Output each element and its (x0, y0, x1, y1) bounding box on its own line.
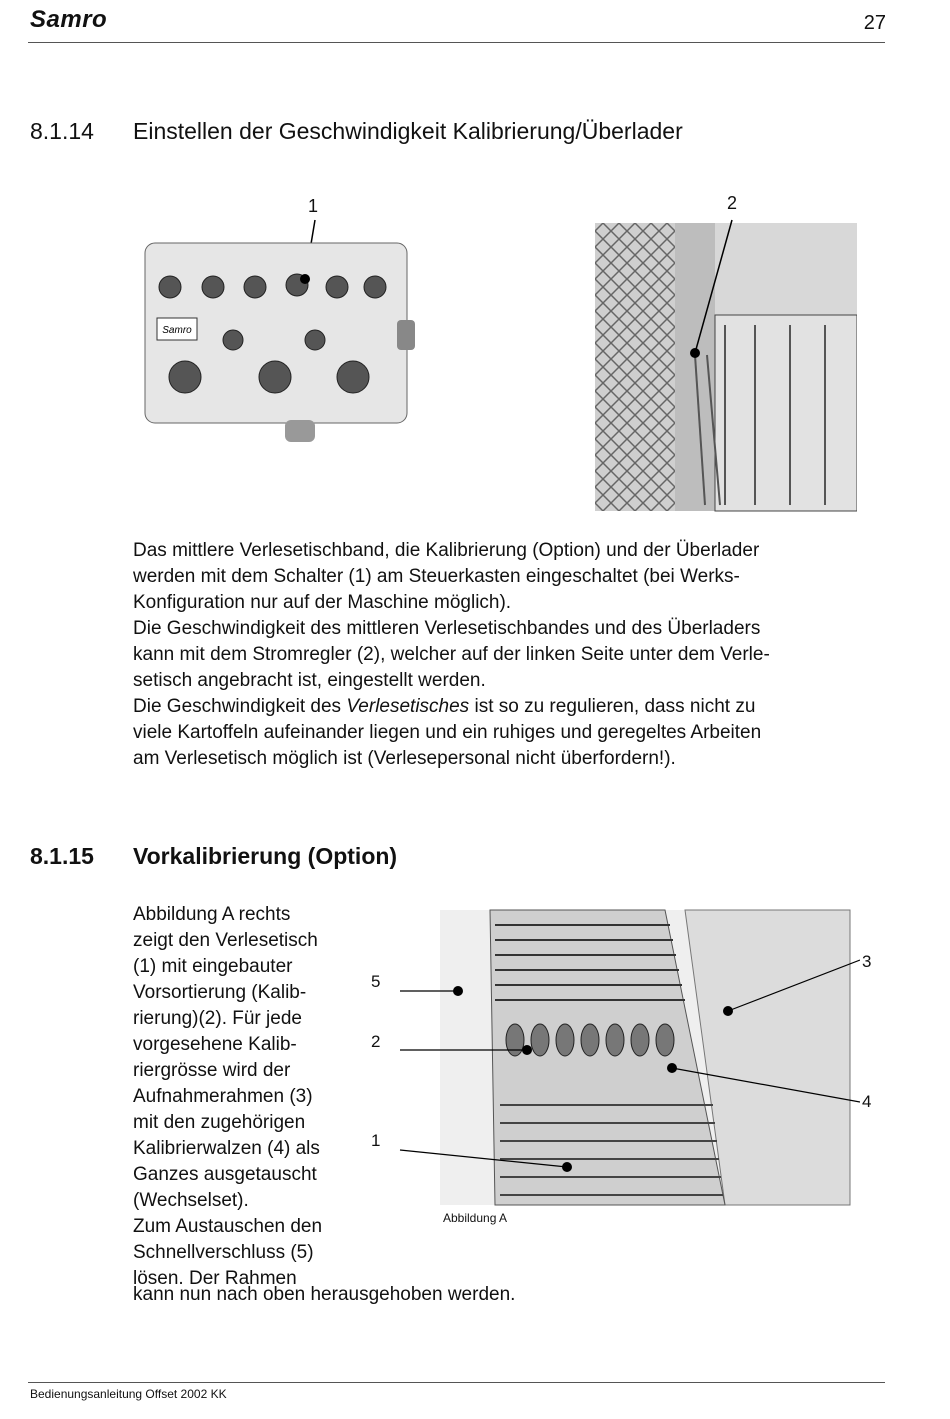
text-line: Zum Austauschen den (133, 1216, 323, 1237)
figure-callout-4: 4 (862, 1092, 872, 1111)
figure-callout-3: 3 (862, 952, 872, 971)
text-run: ist so zu regulieren, dass nicht zu (469, 696, 756, 717)
section2-last-line: kann nun nach oben herausgehoben werden. (133, 1284, 516, 1305)
text-line: vorgesehene Kalib- (133, 1034, 297, 1055)
text-line: (Wechselset). (133, 1190, 249, 1211)
text-line: Vorsortierung (Kalib- (133, 982, 307, 1003)
section-title-8-1-14: Einstellen der Geschwindigkeit Kalibrierung/Überlader (133, 118, 683, 144)
text-line: Das mittlere Verlesetischband, die Kalibrierung (Option) und der Überlader (133, 540, 760, 561)
brand-name: Samro (30, 6, 108, 33)
text-line: Kalibrierwalzen (4) als (133, 1138, 320, 1159)
section1-paragraph (133, 538, 885, 772)
text-line: kann mit dem Stromregler (2), welcher auf der linken Seite unter dem Verle- (133, 644, 770, 665)
panel-label: Samro (162, 325, 192, 336)
text-line: riergrösse wird der (133, 1060, 291, 1081)
text-line: mit den zugehörigen (133, 1112, 306, 1133)
control-box-figure (135, 215, 425, 445)
section2-paragraph (133, 902, 353, 1292)
text-line: Konfiguration nur auf der Maschine möglich). (133, 592, 512, 613)
text-line: Die Geschwindigkeit des mittleren Verlesetischbandes und des Überladers (133, 618, 761, 639)
text-line: Ganzes ausgetauscht (133, 1164, 317, 1185)
section-title-8-1-15: Vorkalibrierung (Option) (133, 843, 398, 869)
figure-callout-1: 1 (308, 196, 319, 216)
regulator-photo-figure (595, 215, 857, 515)
figure-callout-2b: 2 (371, 1032, 381, 1051)
text-line: lösen. Der Rahmen (133, 1268, 297, 1289)
text-line: (1) mit eingebauter (133, 956, 293, 977)
section-number-8-1-15: 8.1.15 (30, 843, 94, 869)
figure-callout-2: 2 (727, 193, 738, 213)
text-line: am Verlesetisch möglich ist (Verlesepersonal nicht überfordern!). (133, 748, 676, 769)
footer-text: Bedienungsanleitung Offset 2002 KK (30, 1387, 227, 1401)
text-line: Schnellverschluss (5) (133, 1242, 314, 1263)
text-line: Abbildung A rechts (133, 904, 291, 925)
text-line (133, 694, 885, 720)
header-rule (28, 42, 885, 43)
text-line: werden mit dem Schalter (1) am Steuerkasten eingeschaltet (bei Werks- (133, 566, 740, 587)
calibration-photo-figure (395, 905, 860, 1210)
footer-rule (28, 1382, 885, 1383)
figure-caption: Abbildung A (443, 1211, 508, 1225)
section-number-8-1-14: 8.1.14 (30, 118, 94, 144)
text-line: viele Kartoffeln aufeinander liegen und ein ruhiges und geregeltes Arbeiten (133, 722, 762, 743)
figure-callout-1b: 1 (371, 1131, 381, 1150)
page-number: 27 (863, 12, 886, 34)
figure-callout-5: 5 (371, 972, 381, 991)
text-run: Die Geschwindigkeit des (133, 696, 347, 717)
text-line: setisch angebracht ist, eingestellt werden. (133, 670, 486, 691)
emphasis-text: Verlesetisches (346, 696, 470, 717)
text-line: rierung)(2). Für jede (133, 1008, 302, 1029)
text-line: Aufnahmerahmen (3) (133, 1086, 313, 1107)
text-line: zeigt den Verlesetisch (133, 930, 318, 951)
